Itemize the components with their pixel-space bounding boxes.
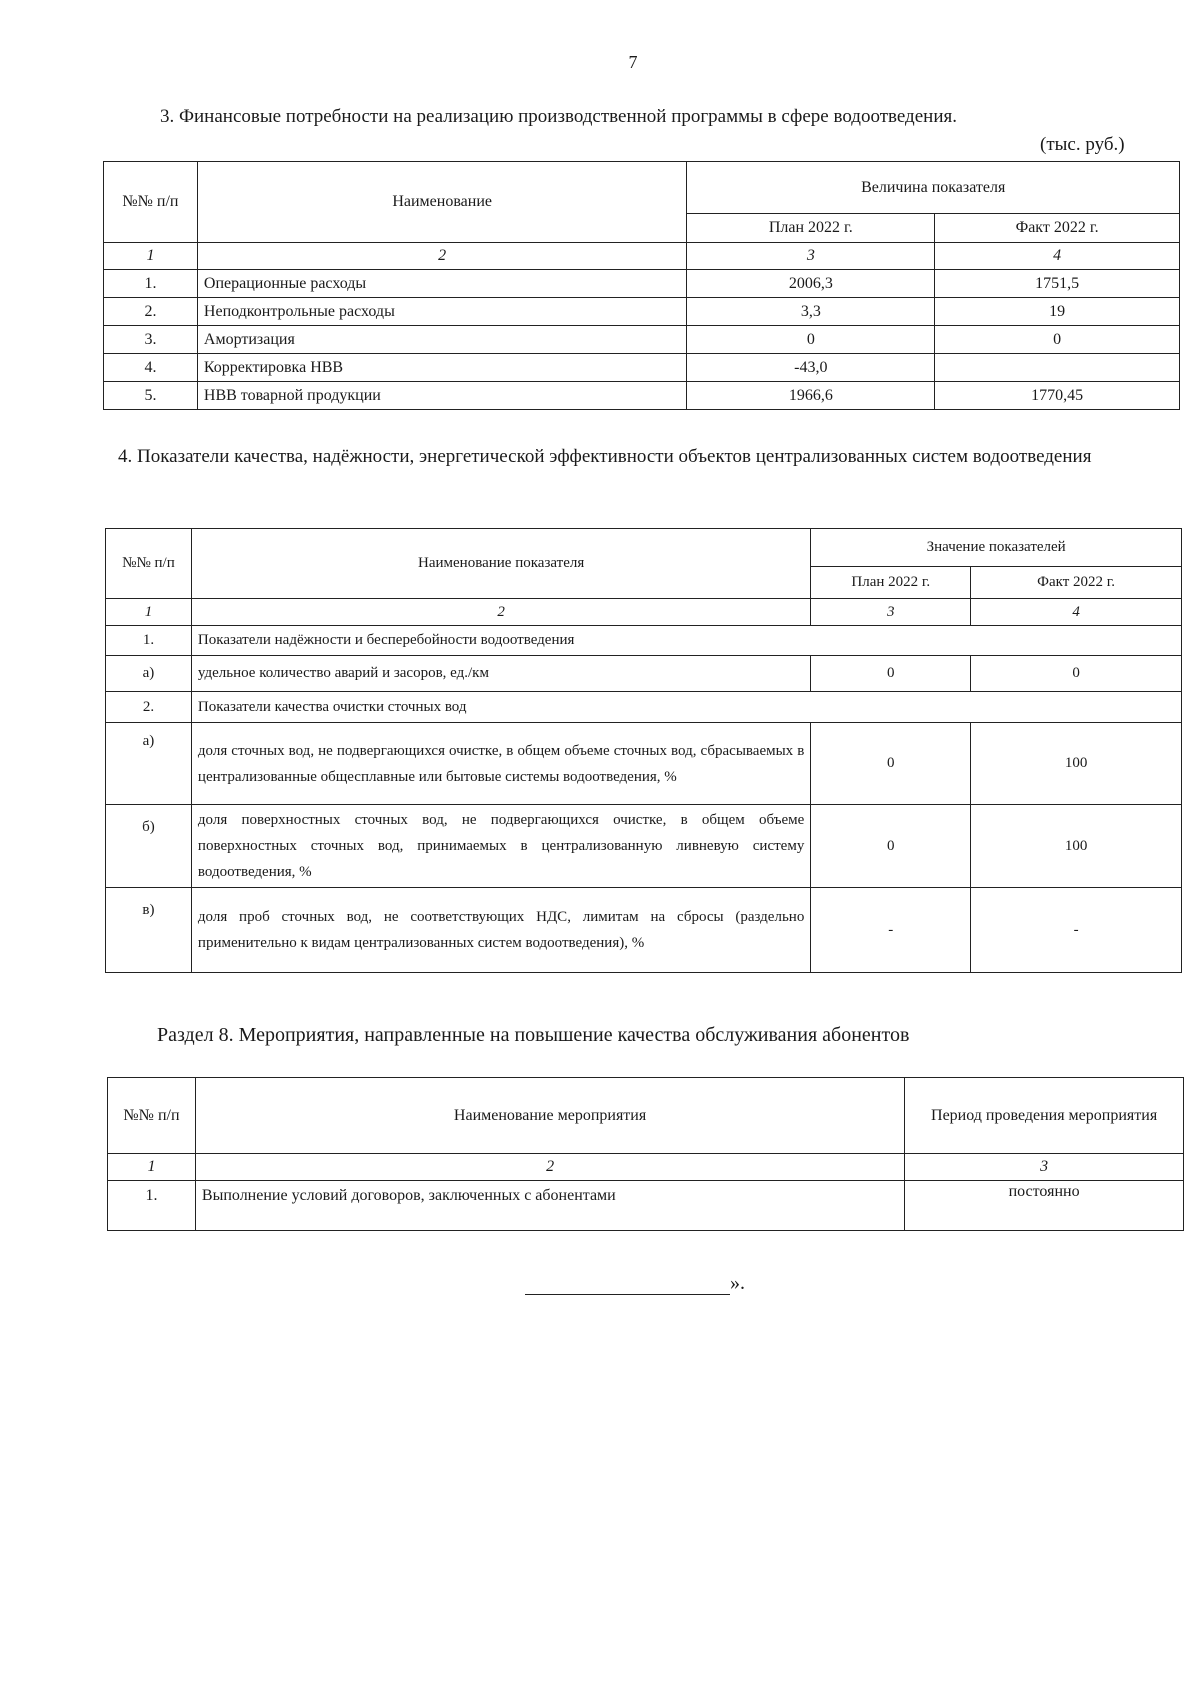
group-title: Показатели качества очистки сточных вод [191,692,1181,723]
row-name: доля проб сточных вод, не соответствующих НДС, лимитам на сбросы (раздельно применительно к видам централизованных систем водоотведения), % [191,888,810,973]
table-row [106,888,1182,973]
row-fact: 100 [971,805,1182,888]
row-num: а) [106,723,192,805]
row-fact: 1751,5 [935,270,1180,298]
header-group: Величина показателя [687,162,1180,214]
col-number: 1 [106,599,192,626]
row-name: Корректировка НВВ [197,354,687,382]
group-row [106,626,1182,656]
row-name: Операционные расходы [197,270,687,298]
group-row [106,692,1182,723]
col-number: 4 [971,599,1182,626]
row-name: доля поверхностных сточных вод, не подвергающихся очистке, в общем объеме поверхностных сточных вод, принимаемых в централизованную ливневую систему водоотведения, % [191,805,810,888]
row-fact: 100 [971,723,1182,805]
table-row [104,298,1180,326]
row-period: постоянно [905,1181,1184,1231]
row-name: доля сточных вод, не подвергающихся очистке, в общем объеме сточных вод, сбрасываемых в централизованные общесплавные или бытовые системы водоотведения, % [191,723,810,805]
row-fact: 1770,45 [935,382,1180,410]
group-num: 2. [106,692,192,723]
section4-title: 4. Показатели качества, надёжности, энергетической эффективности объектов централизованных систем водоотведения [118,446,1092,467]
section3-title: 3. Финансовые потребности на реализацию производственной программы в сфере водоотведения. [160,106,957,127]
row-num: 1. [108,1181,196,1231]
table-row [106,723,1182,805]
row-num: 3. [104,326,198,354]
row-num: б) [106,805,192,888]
row-num: а) [106,656,192,692]
col-number: 3 [905,1154,1184,1181]
header-num: №№ п/п [106,529,192,599]
closing-signature-line [525,1272,745,1295]
table-row [106,656,1182,692]
measures-table [107,1077,1184,1231]
row-name: Выполнение условий договоров, заключенных с абонентами [195,1181,904,1231]
header-name: Наименование мероприятия [195,1078,904,1154]
col-number: 2 [191,599,810,626]
row-plan: 2006,3 [687,270,935,298]
row-fact [935,354,1180,382]
row-num: 1. [104,270,198,298]
row-fact: 0 [935,326,1180,354]
row-plan: 0 [687,326,935,354]
row-plan: 0 [811,656,971,692]
page-number: 7 [628,52,638,72]
row-num: 2. [104,298,198,326]
section3-units: (тыс. руб.) [1040,134,1125,155]
closing-mark: ». [730,1272,745,1294]
row-fact: 0 [971,656,1182,692]
header-plan: План 2022 г. [687,214,935,243]
col-number: 2 [195,1154,904,1181]
group-num: 1. [106,626,192,656]
header-name: Наименование показателя [191,529,810,599]
table-row [108,1181,1184,1231]
row-fact: - [971,888,1182,973]
header-group: Значение показателей [811,529,1182,567]
header-name: Наименование [197,162,687,243]
table-row [104,382,1180,410]
col-number: 1 [108,1154,196,1181]
row-plan: 0 [811,805,971,888]
row-num: 5. [104,382,198,410]
header-fact: Факт 2022 г. [935,214,1180,243]
row-num: 4. [104,354,198,382]
col-number: 3 [811,599,971,626]
table-row [104,270,1180,298]
row-plan: 0 [811,723,971,805]
row-fact: 19 [935,298,1180,326]
row-name: удельное количество аварий и засоров, ед./км [191,656,810,692]
row-name: Амортизация [197,326,687,354]
financial-table [103,161,1180,410]
header-num: №№ п/п [108,1078,196,1154]
row-name: Неподконтрольные расходы [197,298,687,326]
header-plan: План 2022 г. [811,567,971,599]
header-num: №№ п/п [104,162,198,243]
row-num: в) [106,888,192,973]
signature-underline [525,1272,730,1295]
row-plan: -43,0 [687,354,935,382]
table-row [104,326,1180,354]
group-title: Показатели надёжности и бесперебойности водоотведения [191,626,1181,656]
col-number: 1 [104,243,198,270]
section8-title: Раздел 8. Мероприятия, направленные на повышение качества обслуживания абонентов [157,1024,910,1046]
row-name: НВВ товарной продукции [197,382,687,410]
row-plan: 3,3 [687,298,935,326]
col-number: 4 [935,243,1180,270]
col-number: 2 [197,243,687,270]
row-plan: 1966,6 [687,382,935,410]
table-row [104,354,1180,382]
quality-table [105,528,1182,973]
col-number: 3 [687,243,935,270]
header-period: Период проведения мероприятия [905,1078,1184,1154]
row-plan: - [811,888,971,973]
table-row [106,805,1182,888]
header-fact: Факт 2022 г. [971,567,1182,599]
